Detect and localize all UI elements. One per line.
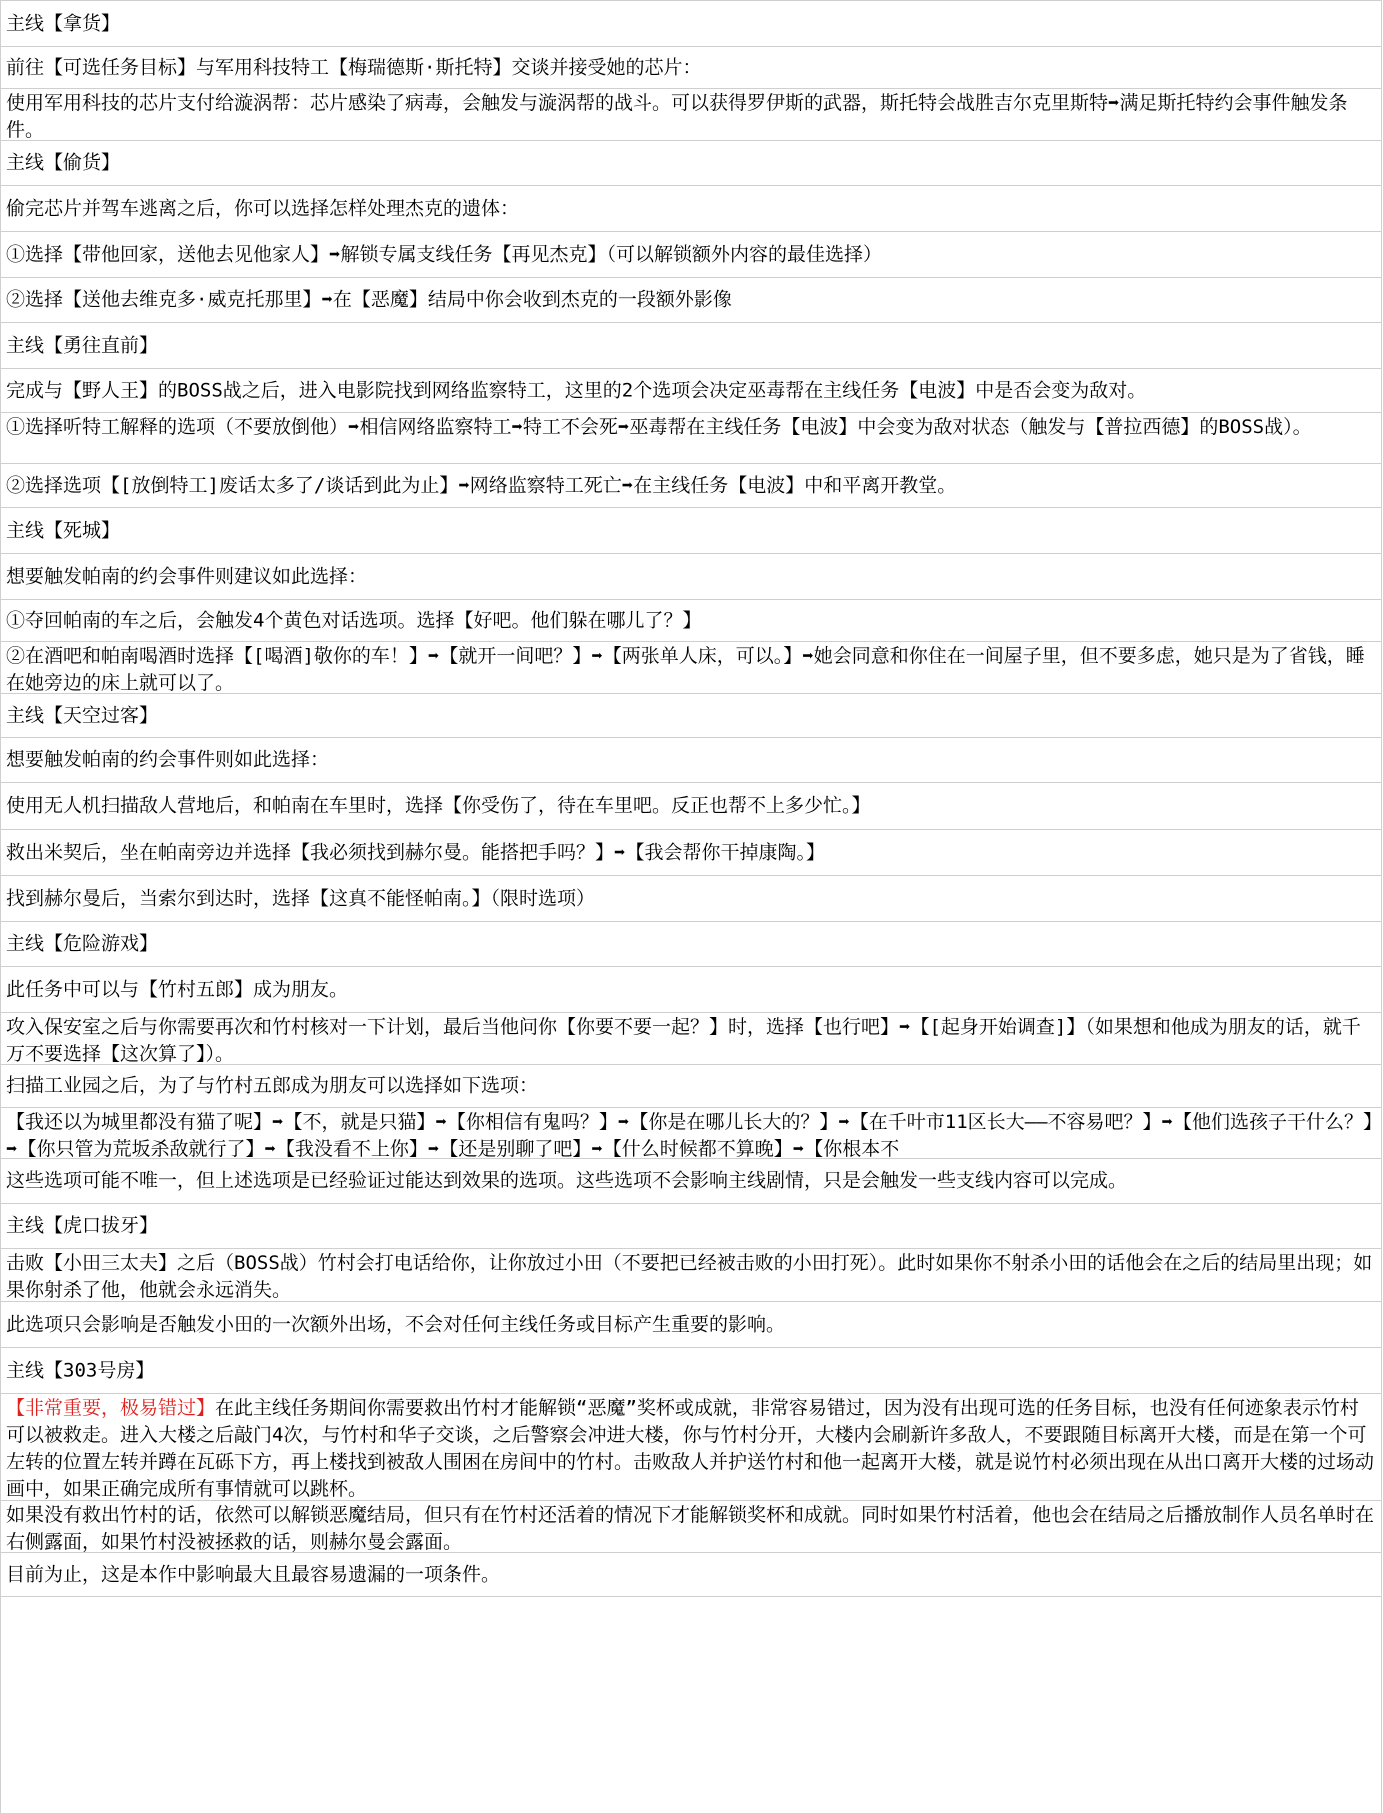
option-row: ①选择听特工解释的选项（不要放倒他）➡相信网络监察特工➡特工不会死➡巫毒帮在主线任务【电波】中会变为敌对状态（触发与【普拉西德】的BOSS战）。: [1, 412, 1381, 463]
text-row: 攻入保安室之后与你需要再次和竹村核对一下计划，最后当他问你【你要不要一起？】时，选择【也行吧】➡【[起身开始调查]】（如果想和他成为朋友的话，就千万不要选择【这次算了】）。: [1, 1012, 1381, 1064]
option-row: ②在酒吧和帕南喝酒时选择【[喝酒]敬你的车！】➡【就开一间吧？】➡【两张单人床，可以。】➡她会同意和你住在一间屋子里，但不要多虑，她只是为了省钱，睡在她旁边的床上就可以了。: [1, 641, 1381, 693]
text-row: 【我还以为城里都没有猫了呢】➡【不，就是只猫】➡【你相信有鬼吗？】➡【你是在哪儿长大的？】➡【在千叶市11区长大——不容易吧？】➡【他们选孩子干什么？】➡【你只管为荒坂杀敌就行了】➡【我没看不上你】➡【还是别聊了吧】➡【什么时候都不算晚】➡【你根本不: [1, 1107, 1381, 1158]
section-heading: 主线【303号房】: [1, 1347, 1381, 1393]
option-row: ②选择选项【[放倒特工]废话太多了/谈话到此为止】➡网络监察特工死亡➡在主线任务【电波】中和平离开教堂。: [1, 463, 1381, 507]
option-row: ①夺回帕南的车之后，会触发4个黄色对话选项。选择【好吧。他们躲在哪儿了？】: [1, 599, 1381, 641]
text-row: 使用无人机扫描敌人营地后，和帕南在车里时，选择【你受伤了，待在车里吧。反正也帮不上多少忙。】: [1, 782, 1381, 829]
text-row: 击败【小田三太夫】之后（BOSS战）竹村会打电话给你，让你放过小田（不要把已经被击败的小田打死）。此时如果你不射杀小田的话他会在之后的结局里出现；如果你射杀了他，他就会永远消失。: [1, 1248, 1381, 1301]
warning-label: 【非常重要，极易错过】: [6, 1397, 216, 1419]
text-row: 偷完芯片并驾车逃离之后，你可以选择怎样处理杰克的遗体：: [1, 185, 1381, 231]
section-heading: 主线【勇往直前】: [1, 322, 1381, 368]
warning-body: 在此主线任务期间你需要救出竹村才能解锁“恶魔”奖杯或成就，非常容易错过，因为没有出现可选的任务目标，也没有任何迹象表示竹村可以被救走。进入大楼之后敲门4次，与竹村和华子交谈，之后警察会冲进大楼，你与竹村分开，大楼内会刷新许多敌人，不要跟随目标离开大楼，而是在第一个可左转的位置左转并蹲在瓦砾下方，再上楼找到被敌人围困在房间中的竹村。击败敌人并护送竹村和他一起离开大楼，就是说竹村必须出现在从出口离开大楼的过场动画中，如果正确完成所有事情就可以跳杯。: [6, 1397, 1375, 1500]
text-row: 此任务中可以与【竹村五郎】成为朋友。: [1, 966, 1381, 1012]
text-row: 想要触发帕南的约会事件则建议如此选择：: [1, 553, 1381, 599]
text-row: 扫描工业园之后，为了与竹村五郎成为朋友可以选择如下选项：: [1, 1064, 1381, 1107]
text-row: 如果没有救出竹村的话，依然可以解锁恶魔结局，但只有在竹村还活着的情况下才能解锁奖杯和成就。同时如果竹村活着，他也会在结局之后播放制作人员名单时在右侧露面，如果竹村没被拯救的话，则赫尔曼会露面。: [1, 1500, 1381, 1552]
section-heading: 主线【危险游戏】: [1, 921, 1381, 966]
section-heading: 主线【虎口拔牙】: [1, 1203, 1381, 1248]
text-row: [1, 1393, 1381, 1500]
section-heading: 主线【偷货】: [1, 140, 1381, 185]
text-row: 找到赫尔曼后，当索尔到达时，选择【这真不能怪帕南。】（限时选项）: [1, 875, 1381, 921]
text-row: 此选项只会影响是否触发小田的一次额外出场，不会对任何主线任务或目标产生重要的影响。: [1, 1301, 1381, 1347]
section-heading: 主线【死城】: [1, 507, 1381, 553]
text-row: 使用军用科技的芯片支付给漩涡帮：芯片感染了病毒，会触发与漩涡帮的战斗。可以获得罗伊斯的武器，斯托特会战胜吉尔克里斯特➡满足斯托特约会事件触发条件。: [1, 88, 1381, 140]
text-row: 救出米契后，坐在帕南旁边并选择【我必须找到赫尔曼。能搭把手吗？】➡【我会帮你干掉康陶。】: [1, 829, 1381, 875]
text-row: 前往【可选任务目标】与军用科技特工【梅瑞德斯·斯托特】交谈并接受她的芯片：: [1, 46, 1381, 88]
text-row: 目前为止，这是本作中影响最大且最容易遗漏的一项条件。: [1, 1552, 1381, 1597]
option-row: ①选择【带他回家，送他去见他家人】➡解锁专属支线任务【再见杰克】（可以解锁额外内容的最佳选择）: [1, 231, 1381, 277]
section-heading: 主线【天空过客】: [1, 693, 1381, 737]
text-row: 完成与【野人王】的BOSS战之后，进入电影院找到网络监察特工，这里的2个选项会决定巫毒帮在主线任务【电波】中是否会变为敌对。: [1, 368, 1381, 412]
section-heading: 主线【拿货】: [1, 0, 1381, 46]
option-row: ②选择【送他去维克多·威克托那里】➡在【恶魔】结局中你会收到杰克的一段额外影像: [1, 277, 1381, 322]
text-row: 想要触发帕南的约会事件则如此选择：: [1, 737, 1381, 782]
text-row: 这些选项可能不唯一，但上述选项是已经验证过能达到效果的选项。这些选项不会影响主线剧情，只是会触发一些支线内容可以完成。: [1, 1158, 1381, 1203]
